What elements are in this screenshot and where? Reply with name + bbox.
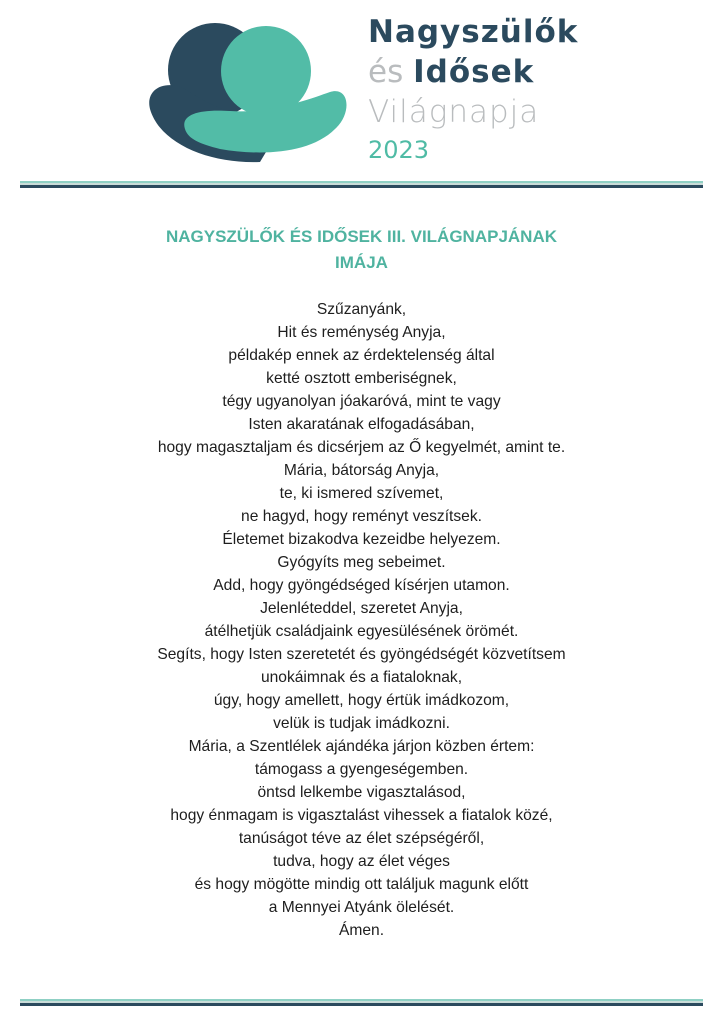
poem-line: unokáimnak és a fiataloknak,: [260, 669, 463, 686]
poem-line: Segíts, hogy Isten szeretetét és gyöngédségét közvetítsem: [157, 646, 566, 663]
logo-line-1: Nagyszülők: [368, 14, 579, 50]
logo-year: 2023: [368, 136, 430, 164]
logo-text: [368, 14, 578, 164]
poem-line: Mária, a Szentlélek ajándéka járjon közben értem:: [188, 738, 535, 755]
logo-line-2: [368, 54, 578, 94]
footer-divider: [20, 999, 703, 1006]
poem-line: hogy énmagam is vigasztalást vihessek a fiatalok közé,: [170, 807, 553, 824]
logo-emblem-icon: [140, 14, 360, 164]
poem-line: átélhetjük családjaink egyesülésének örömét.: [204, 623, 519, 640]
logo-line-3: Világnapja: [368, 94, 540, 130]
title-line-1: NAGYSZÜLŐK ÉS IDŐSEK III. VILÁGNAPJÁNAK: [165, 227, 558, 246]
logo-line-2-bold: Idősek: [413, 54, 535, 90]
header-divider: [20, 181, 703, 188]
poem-line: támogass a gyengeségemben.: [254, 761, 469, 778]
poem-line: Ámen.: [338, 922, 385, 939]
poem-line: Isten akaratának elfogadásában,: [248, 416, 475, 433]
poem-line: Hit és reménység Anyja,: [277, 324, 446, 341]
prayer-text: [40, 298, 683, 942]
poem-line: és hogy mögötte mindig ott találjuk magunk előtt: [194, 876, 529, 893]
poem-line: hogy magasztaljam és dicsérjem az Ő kegyelmét, amint te.: [157, 439, 566, 456]
page-title: [60, 224, 663, 276]
poem-line: Életemet bizakodva kezeidbe helyezem.: [222, 531, 501, 548]
logo-line-2-light: és: [368, 54, 404, 90]
poem-line: tanúságot téve az élet szépségéről,: [238, 830, 485, 847]
poem-line: Gyógyíts meg sebeimet.: [277, 554, 446, 571]
poem-line: tudva, hogy az élet véges: [273, 853, 450, 870]
poem-line: Mária, bátorság Anyja,: [283, 462, 440, 479]
poem-line: velük is tudjak imádkozni.: [273, 715, 450, 732]
poem-line: Jelenléteddel, szeretet Anyja,: [260, 600, 463, 617]
poem-line: példakép ennek az érdektelenség által: [228, 347, 495, 364]
poem-line: tégy ugyanolyan jóakaróvá, mint te vagy: [222, 393, 501, 410]
poem-line: úgy, hogy amellett, hogy értük imádkozom,: [213, 692, 510, 709]
poem-line: ketté osztott emberiségnek,: [266, 370, 457, 387]
poem-line: öntsd lelkembe vigasztalásod,: [257, 784, 466, 801]
poem-line: ne hagyd, hogy reményt veszítsek.: [241, 508, 482, 525]
poem-line: Add, hogy gyöngédséged kísérjen utamon.: [213, 577, 510, 594]
poem-line: a Mennyei Atyánk ölelését.: [268, 899, 455, 916]
poem-line: te, ki ismered szívemet,: [279, 485, 444, 502]
title-line-2: IMÁJA: [335, 253, 388, 272]
poem-line: Szűzanyánk,: [316, 301, 407, 318]
